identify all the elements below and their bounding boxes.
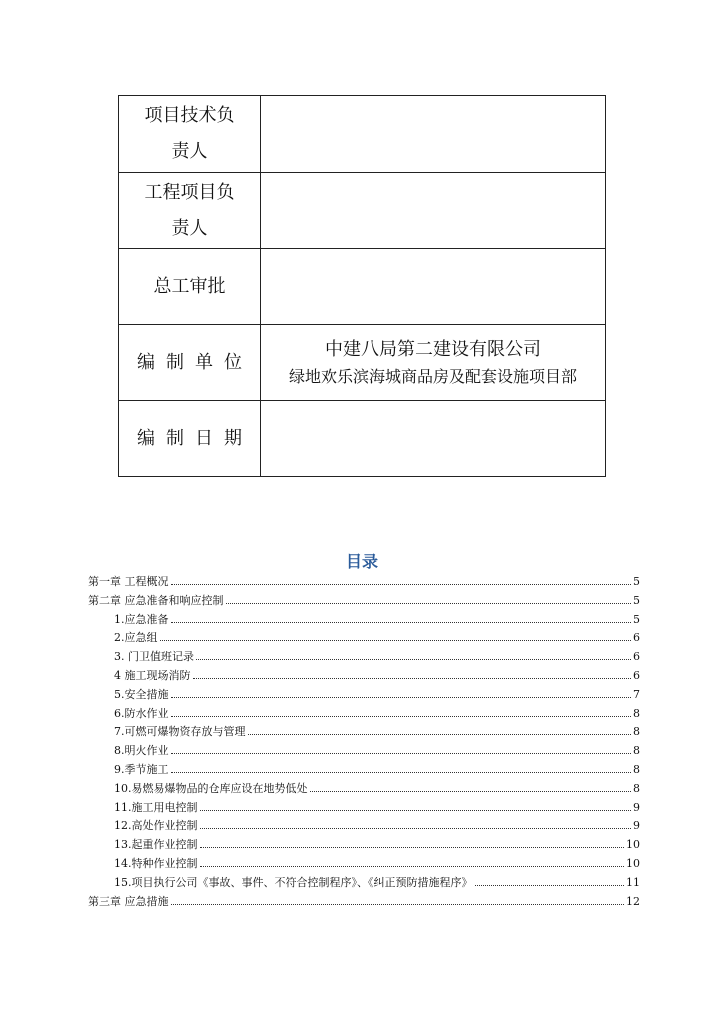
toc-entry-text: 8.明火作业 bbox=[114, 744, 169, 758]
toc-page-number: 5 bbox=[633, 575, 640, 588]
table-row bbox=[119, 325, 606, 401]
toc-leader bbox=[171, 753, 632, 754]
toc-entry-text: 13.起重作业控制 bbox=[114, 838, 198, 852]
toc-title: 目录 bbox=[345, 552, 378, 571]
toc-page-number: 7 bbox=[633, 687, 640, 701]
toc-page-number: 11 bbox=[626, 875, 640, 889]
unit-label: 编制单位 bbox=[137, 351, 253, 373]
toc-page-number: 8 bbox=[633, 706, 640, 720]
toc-page-number: 12 bbox=[626, 894, 640, 908]
toc-entry-text: 12.高处作业控制 bbox=[114, 819, 198, 833]
toc-entry[interactable] bbox=[88, 667, 640, 686]
toc-entry[interactable] bbox=[88, 611, 640, 630]
toc-entry-text: 10.易燃易爆物品的仓库应设在地势低处 bbox=[114, 781, 308, 795]
toc-entry[interactable] bbox=[88, 817, 640, 836]
toc-leader bbox=[475, 885, 625, 886]
toc-entry[interactable] bbox=[88, 893, 640, 912]
toc-entry-text: 11.施工用电控制 bbox=[114, 800, 198, 814]
toc-leader bbox=[226, 603, 632, 604]
toc-entry-text: 5.安全措施 bbox=[114, 687, 169, 701]
toc-page-number: 9 bbox=[633, 819, 640, 833]
sign-off-table bbox=[118, 95, 606, 477]
toc-page-number: 5 bbox=[633, 593, 640, 607]
toc-entry[interactable] bbox=[88, 723, 640, 742]
toc-page-number: 8 bbox=[633, 762, 640, 776]
toc-page-number: 6 bbox=[633, 650, 640, 664]
toc-entry-text: 3. 门卫值班记录 bbox=[114, 650, 194, 664]
table-row bbox=[119, 401, 606, 477]
toc-page-number: 6 bbox=[633, 631, 640, 645]
table-row bbox=[119, 249, 606, 325]
chief-engineer-label: 总工审批 bbox=[153, 275, 226, 297]
toc-entry[interactable] bbox=[88, 573, 640, 592]
toc-leader bbox=[171, 584, 632, 585]
date-label: 编制日期 bbox=[137, 427, 253, 449]
pm-label: 工程项目负责人 bbox=[144, 181, 235, 239]
toc-page-number: 8 bbox=[633, 725, 640, 739]
toc-entry-text: 2.应急组 bbox=[114, 631, 158, 645]
toc-entry-text: 4 施工现场消防 bbox=[114, 668, 191, 682]
toc-leader bbox=[171, 904, 625, 905]
table-row bbox=[119, 173, 606, 249]
company-name: 中建八局第二建设有限公司 bbox=[325, 338, 541, 360]
toc-leader bbox=[200, 847, 625, 848]
pm-value-cell bbox=[261, 173, 606, 249]
toc-entry-text: 6.防水作业 bbox=[114, 706, 169, 720]
toc-page-number: 10 bbox=[626, 838, 640, 852]
chief-engineer-value-cell bbox=[261, 249, 606, 325]
toc-entry-text: 15.项目执行公司《事故、事件、不符合控制程序》、《纠正预防措施程序》 bbox=[114, 875, 473, 889]
toc-leader bbox=[310, 791, 632, 792]
toc-page-number: 5 bbox=[633, 612, 640, 626]
toc-entry[interactable] bbox=[88, 742, 640, 761]
pm-label-cell bbox=[119, 173, 261, 249]
toc-entry-text: 第二章 应急准备和响应控制 bbox=[88, 593, 224, 607]
unit-value-cell bbox=[261, 325, 606, 401]
toc-leader bbox=[200, 810, 632, 811]
toc-leader bbox=[160, 640, 632, 641]
toc-entry-text: 1.应急准备 bbox=[114, 612, 169, 626]
toc-entry[interactable] bbox=[88, 705, 640, 724]
toc-page-number: 9 bbox=[633, 800, 640, 814]
toc-entry[interactable] bbox=[88, 855, 640, 874]
table-row bbox=[119, 96, 606, 173]
toc-entry[interactable] bbox=[88, 799, 640, 818]
toc-entry[interactable] bbox=[88, 761, 640, 780]
toc-leader bbox=[171, 716, 632, 717]
project-department: 绿地欢乐滨海城商品房及配套设施项目部 bbox=[288, 366, 577, 386]
toc-page-number: 10 bbox=[626, 856, 640, 870]
toc-leader bbox=[171, 772, 632, 773]
date-label-cell bbox=[119, 401, 261, 477]
toc-entry-text: 7.可燃可爆物资存放与管理 bbox=[114, 725, 246, 739]
toc-leader bbox=[171, 622, 632, 623]
toc-leader bbox=[171, 697, 632, 698]
toc-entry[interactable] bbox=[88, 836, 640, 855]
toc-page-number: 8 bbox=[633, 781, 640, 795]
chief-engineer-label-cell bbox=[119, 249, 261, 325]
toc-entry-text: 第三章 应急措施 bbox=[88, 894, 169, 908]
toc-entry[interactable] bbox=[88, 629, 640, 648]
toc-leader bbox=[200, 828, 632, 829]
toc-leader bbox=[200, 866, 625, 867]
toc-page-number: 6 bbox=[633, 668, 640, 682]
table-of-contents bbox=[88, 573, 640, 911]
toc-leader bbox=[196, 659, 631, 660]
toc-leader bbox=[248, 734, 632, 735]
toc-entry-text: 9.季节施工 bbox=[114, 762, 169, 776]
toc-entry-text: 14.特种作业控制 bbox=[114, 856, 198, 870]
toc-entry[interactable] bbox=[88, 874, 640, 893]
tech-lead-value-cell bbox=[261, 96, 606, 173]
toc-entry[interactable] bbox=[88, 780, 640, 799]
toc-entry[interactable] bbox=[88, 592, 640, 611]
toc-entry[interactable] bbox=[88, 648, 640, 667]
unit-label-cell bbox=[119, 325, 261, 401]
tech-lead-label-cell bbox=[119, 96, 261, 173]
toc-page-number: 8 bbox=[633, 744, 640, 758]
date-value-cell bbox=[261, 401, 606, 477]
tech-lead-label: 项目技术负责人 bbox=[144, 105, 235, 162]
toc-leader bbox=[193, 678, 632, 679]
toc-entry-text: 第一章 工程概况 bbox=[88, 575, 169, 588]
toc-entry[interactable] bbox=[88, 686, 640, 705]
